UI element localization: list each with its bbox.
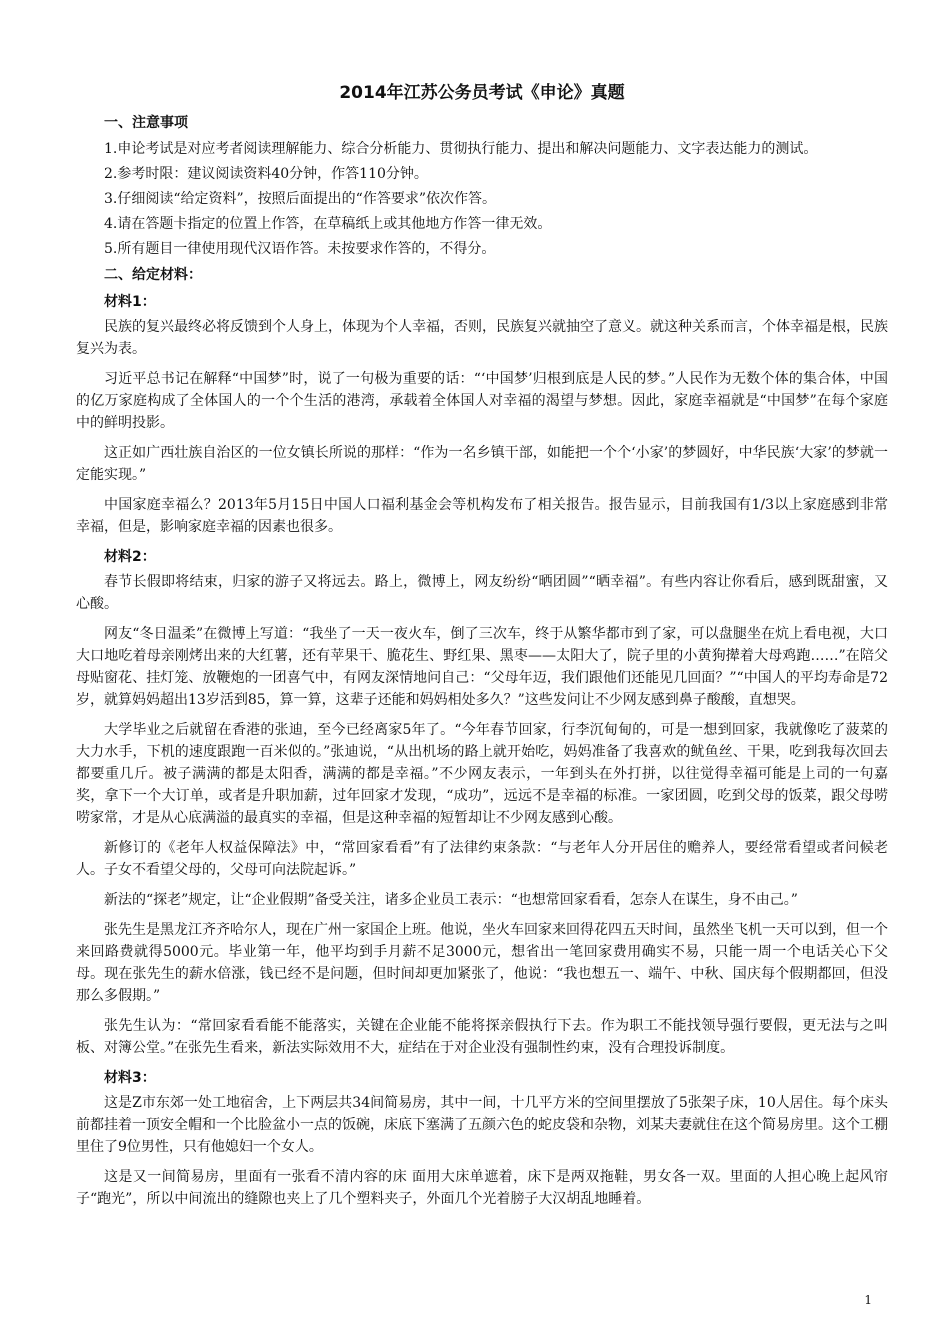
page-title: 2014年江苏公务员考试《申论》真题: [339, 83, 625, 103]
material-label: 材料3：: [104, 1070, 156, 1086]
page-number: 1: [864, 1293, 872, 1307]
material-paragraph: 习近平总书记在解释“中国梦”时，说了一句极为重要的话：“‘中国梦’归根到底是人民的梦。”人民作为无数个体的集合体，中国的亿万家庭构成了全体国人的一个个生活的港湾，承载着全体国人对幸福的渴望与梦想。因此，家庭幸福就是“中国梦”在每个家庭中的鲜明投影。: [76, 371, 888, 431]
section-heading-notice: 一、注意事项: [104, 115, 188, 131]
material-paragraph: 张先生认为：“常回家看看能不能落实，关键在企业能不能将探亲假执行下去。作为职工不能找领导强行要假，更无法与之叫板、对簿公堂。”在张先生看来，新法实际效用不大，症结在于对企业没有强制性约束，没有合理投诉制度。: [76, 1018, 888, 1056]
material-paragraph: 中国家庭幸福么？2013年5月15日中国人口福利基金会等机构发布了相关报告。报告显示，目前我国有1/3以上家庭感到非常幸福，但是，影响家庭幸福的因素也很多。: [76, 497, 888, 535]
notice-item: 5.所有题目一律使用现代汉语作答。未按要求作答的，不得分。: [104, 241, 496, 257]
material-paragraph: 张先生是黑龙江齐齐哈尔人，现在广州一家国企上班。他说，坐火车回家来回得花四五天时间，虽然坐飞机一天可以到，但一个来回路费就得5000元。毕业第一年，他平均到手月薪不足3000元，想省出一笔回家费用确实不易，只能一周一个电话关心下父母。现在张先生的薪水倍涨，钱已经不是问题，但时间却更加紧张了，他说：“我也想五一、端午、中秋、国庆每个假期都回，但没那么多假期。”: [76, 922, 888, 1004]
material-label: 材料2：: [104, 549, 156, 565]
material-paragraph: 春节长假即将结束，归家的游子又将远去。路上，微博上，网友纷纷“晒团圆”“晒幸福”。有些内容让你看后，感到既甜蜜，又心酸。: [76, 574, 888, 612]
document-body: [76, 80, 888, 1218]
material-paragraph: 这正如广西壮族自治区的一位女镇长所说的那样：“作为一名乡镇干部，如能把一个个‘小家’的梦圆好，中华民族‘大家’的梦就一定能实现。”: [76, 445, 888, 483]
material-paragraph: 这是又一间简易房，里面有一张看不清内容的床 面用大床单遮着，床下是两双拖鞋，男女各一双。里面的人担心晚上起风帘子“跑光”，所以中间流出的缝隙也夹上了几个塑料夹子，外面几个光着膀子大汉胡乱地睡着。: [76, 1169, 888, 1207]
material-paragraph: 网友“冬日温柔”在微博上写道：“我坐了一天一夜火车，倒了三次车，终于从繁华都市到了家，可以盘腿坐在炕上看电视，大口大口地吃着母亲刚烤出来的大红薯，还有苹果干、脆花生、野红果、黑枣——太阳大了，院子里的小黄狗撵着大母鸡跑……”在陪父母贴窗花、挂灯笼、放鞭炮的一团喜气中，有网友深情地问自己：“父母年迈，我们跟他们还能见几回面？”“中国人的平均寿命是72岁，就算妈妈超出13岁活到85，算一算，这辈子还能和妈妈相处多久？”这些发问让不少网友感到鼻子酸酸，直想哭。: [76, 626, 888, 708]
notice-item: 2.参考时限：建议阅读资料40分钟，作答110分钟。: [104, 166, 428, 182]
material-label: 材料1：: [104, 294, 156, 310]
material-paragraph: 新修订的《老年人权益保障法》中，“常回家看看”有了法律约束条款：“与老年人分开居住的赡养人，要经常看望或者问候老人。子女不看望父母的，父母可向法院起诉。”: [76, 840, 888, 878]
material-paragraph: 这是Z市东郊一处工地宿舍，上下两层共34间简易房，其中一间，十几平方米的空间里摆放了5张架子床，10人居住。每个床头前都挂着一顶安全帽和一个比脸盆小一点的饭碗，床底下塞满了五颜六色的蛇皮袋和杂物，刘某夫妻就住在这个简易房里。这个工棚里住了9位男性，只有他媳妇一个女人。: [76, 1095, 888, 1155]
notice-item: 3.仔细阅读“给定资料”，按照后面提出的“作答要求”依次作答。: [104, 191, 496, 207]
material-paragraph: 民族的复兴最终必将反馈到个人身上，体现为个人幸福，否则，民族复兴就抽空了意义。就这种关系而言，个体幸福是根，民族复兴为表。: [76, 319, 888, 357]
notice-item: 1.申论考试是对应考者阅读理解能力、综合分析能力、贯彻执行能力、提出和解决问题能力、文字表达能力的测试。: [104, 141, 818, 157]
section-heading-materials: 二、给定材料：: [104, 267, 202, 283]
material-paragraph: 大学毕业之后就留在香港的张迪，至今已经离家5年了。“今年春节回家，行李沉甸甸的，可是一想到回家，我就像吃了菠菜的大力水手，下机的速度跟跑一百米似的。”张迪说，“从出机场的路上就开始吃，妈妈准备了我喜欢的鱿鱼丝、干果，吃到我每次回去都要重几斤。被子满满的都是太阳香，满满的都是幸福。”不少网友表示，一年到头在外打拼，以往觉得幸福可能是上司的一句嘉奖，拿下一个大订单，或者是升职加薪，过年回家才发现，“成功”，远远不是幸福的标准。一家团圆，吃到父母的饭菜，跟父母唠唠家常，才是从心底满溢的最真实的幸福，但是这种幸福的短暂却让不少网友感到心酸。: [76, 722, 888, 826]
material-paragraph: 新法的“探老”规定，让“企业假期”备受关注，诸多企业员工表示：“也想常回家看看，怎奈人在谋生，身不由己。”: [104, 892, 798, 908]
notice-item: 4.请在答题卡指定的位置上作答，在草稿纸上或其他地方作答一律无效。: [104, 216, 552, 232]
